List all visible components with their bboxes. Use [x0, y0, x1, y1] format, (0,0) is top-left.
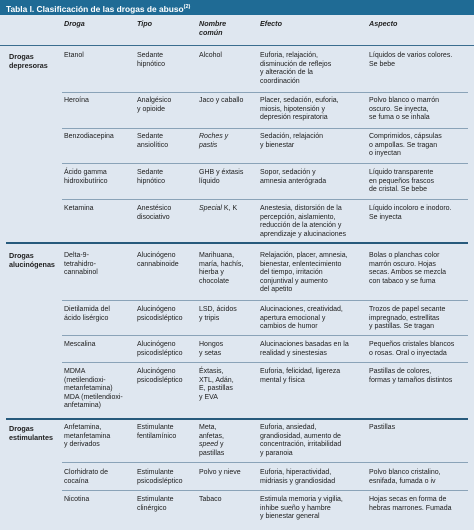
cell-type: Alucinógeno cannabinoide — [137, 252, 179, 268]
cell-aspect: Polvo blanco cristalino, esnifada, fumada o iv — [369, 469, 441, 485]
cell-type: Sedante ansiolítico — [137, 133, 169, 149]
cell-drug: Nicotina — [64, 496, 90, 503]
row-divider — [62, 462, 468, 463]
common-name-italic: Special — [199, 205, 222, 212]
table-title-text: Tabla I. Clasificación de las drogas de abuso — [6, 4, 184, 14]
cell-type: Sedante hipnótico — [137, 52, 166, 68]
row-divider — [62, 163, 468, 164]
cell-common-name: Éxtasis, XTL, Adán, E, pastillas y EVA — [199, 368, 234, 401]
group-label-hallucinogens: Drogas alucinógenas — [9, 251, 55, 269]
cell-aspect: Polvo blanco o marrón oscuro. Se inyecta, se fuma o se inhala — [369, 97, 440, 122]
cell-drug: Delta-9- tetrahidro- cannabinol — [64, 252, 98, 277]
header-common-name: Nombre común — [199, 19, 227, 37]
header-drug: Droga — [64, 19, 85, 28]
cell-common-name: Tabaco — [199, 496, 222, 503]
cell-aspect: Comprimidos, cápsulas o ampollas. Se tragan o inyectan — [369, 133, 442, 158]
table-title-reference: (2) — [183, 4, 191, 10]
cell-effect: Euforia, hiperactividad, midriasis y grandiosidad — [260, 469, 336, 485]
cell-aspect: Pequeños cristales blancos o rosas. Oral o inyectada — [369, 341, 455, 357]
header-type: Tipo — [137, 19, 153, 28]
cell-aspect: Líquidos de varios colores. Se bebe — [369, 52, 453, 68]
header-effect: Efecto — [260, 19, 282, 28]
cell-effect: Euforia, ansiedad, grandiosidad, aumento de concentración, irritabilidad y paranoia — [260, 424, 342, 457]
cell-type: Alucinógeno psicodisléptico — [137, 306, 183, 322]
cell-effect: Anestesia, distorsión de la percepción, aislamiento, reducción de la atención y aprendizaje y alucinaciones — [260, 205, 346, 238]
cell-drug: Ácido gamma hidroxibutírico — [64, 169, 108, 185]
cell-drug: Heroína — [64, 97, 89, 104]
cell-drug: Etanol — [64, 52, 84, 59]
row-divider — [62, 300, 468, 301]
cell-type: Analgésico y opioide — [137, 97, 172, 113]
cell-common-name: Alcohol — [199, 52, 222, 59]
cell-aspect: Pastillas — [369, 424, 396, 431]
row-divider — [62, 128, 468, 129]
cell-drug: Clorhidrato de cocaína — [64, 469, 108, 485]
cell-common-name: Jaco y caballo — [199, 97, 244, 104]
header-aspect: Aspecto — [369, 19, 398, 28]
row-divider — [62, 92, 468, 93]
table-title — [0, 0, 474, 15]
cell-type: Alucinógeno psicodisléptico — [137, 341, 183, 357]
group-divider — [6, 418, 468, 420]
common-name-italic: speed — [199, 441, 219, 449]
cell-drug: Mescalina — [64, 341, 96, 348]
cell-common-name: Hongos y setas — [199, 341, 224, 357]
cell-effect: Euforia, felicidad, ligereza mental y física — [260, 368, 341, 384]
cell-type: Estimulante clinérgico — [137, 496, 174, 512]
cell-type: Estimulante psicodisléptico — [137, 469, 183, 485]
cell-aspect: Bolas o planchas color marrón oscuro. Hojas secas. Ambos se mezcla con tabaco y se fuma — [369, 252, 447, 285]
cell-drug: Benzodiacepina — [64, 133, 114, 140]
cell-drug: Anfetamina, metanfetamina y derivados — [64, 424, 111, 449]
cell-effect: Sopor, sedación y amnesia anterógrada — [260, 169, 327, 185]
header-rule — [0, 45, 474, 46]
cell-effect: Placer, sedación, euforia, miosis, hipotensión y depresión respiratoria — [260, 97, 339, 122]
common-name-part: y pastillas — [199, 441, 225, 457]
cell-type: Alucinógeno psicodisléptico — [137, 368, 183, 384]
row-divider — [62, 199, 468, 200]
cell-common-name: GHB y éxtasis líquido — [199, 169, 244, 185]
cell-type: Estimulante fentilamínico — [137, 424, 177, 440]
group-label-stimulants: Drogas estimulantes — [9, 424, 53, 442]
cell-effect: Relajación, placer, amnesia, bienestar, enlentecimiento del tiempo, irritación conjuntival y aumento del apetito — [260, 252, 348, 294]
cell-aspect: Líquido incoloro e inodoro. Se inyecta — [369, 205, 452, 221]
cell-common-name: Polvo y nieve — [199, 469, 241, 476]
row-divider — [62, 490, 468, 491]
cell-type: Anestésico disociativo — [137, 205, 172, 221]
common-name-part: Meta, anfetas, — [199, 424, 224, 440]
cell-effect: Sedación, relajación y bienestar — [260, 133, 324, 149]
cell-drug: Dietilamida del ácido lisérgico — [64, 306, 110, 322]
row-divider — [62, 362, 468, 363]
row-divider — [62, 335, 468, 336]
cell-common-name — [199, 424, 257, 458]
group-divider — [6, 242, 468, 244]
cell-common-name: Marihuana, maría, hachís, hierba y chocolate — [199, 252, 244, 285]
cell-effect: Estimula memoria y vigilia, inhibe sueño y hambre y bienestar general — [260, 496, 343, 521]
cell-aspect: Hojas secas en forma de hebras marrones. Fumada — [369, 496, 452, 512]
common-name-rest: K, K — [221, 205, 238, 212]
cell-effect: Euforia, relajación, disminución de reflejos y alteración de la coordinación — [260, 52, 332, 85]
cell-common-name: LSD, ácidos y tripis — [199, 306, 237, 322]
cell-aspect: Pastillas de colores, formas y tamaños distintos — [369, 368, 453, 384]
group-label-depressants: Drogas depresoras — [9, 52, 48, 70]
cell-common-name — [199, 205, 257, 214]
cell-effect: Alucinaciones, creatividad, apertura emocional y cambios de humor — [260, 306, 343, 331]
cell-aspect: Trozos de papel secante impregnado, estrellitas y pastillas. Se tragan — [369, 306, 446, 331]
table-header — [0, 15, 474, 45]
cell-drug: MDMA (metilendioxi- metanfetamina) MDA (metilendioxi- anfetamina) — [64, 368, 123, 410]
cell-effect: Alucinaciones basadas en la realidad y sinestesias — [260, 341, 349, 357]
cell-drug: Ketamina — [64, 205, 94, 212]
cell-type: Sedante hipnótico — [137, 169, 166, 185]
cell-aspect: Líquido transparente en pequeños frascos de cristal. Se bebe — [369, 169, 434, 194]
cell-common-name: Roches y pastis — [199, 133, 229, 149]
